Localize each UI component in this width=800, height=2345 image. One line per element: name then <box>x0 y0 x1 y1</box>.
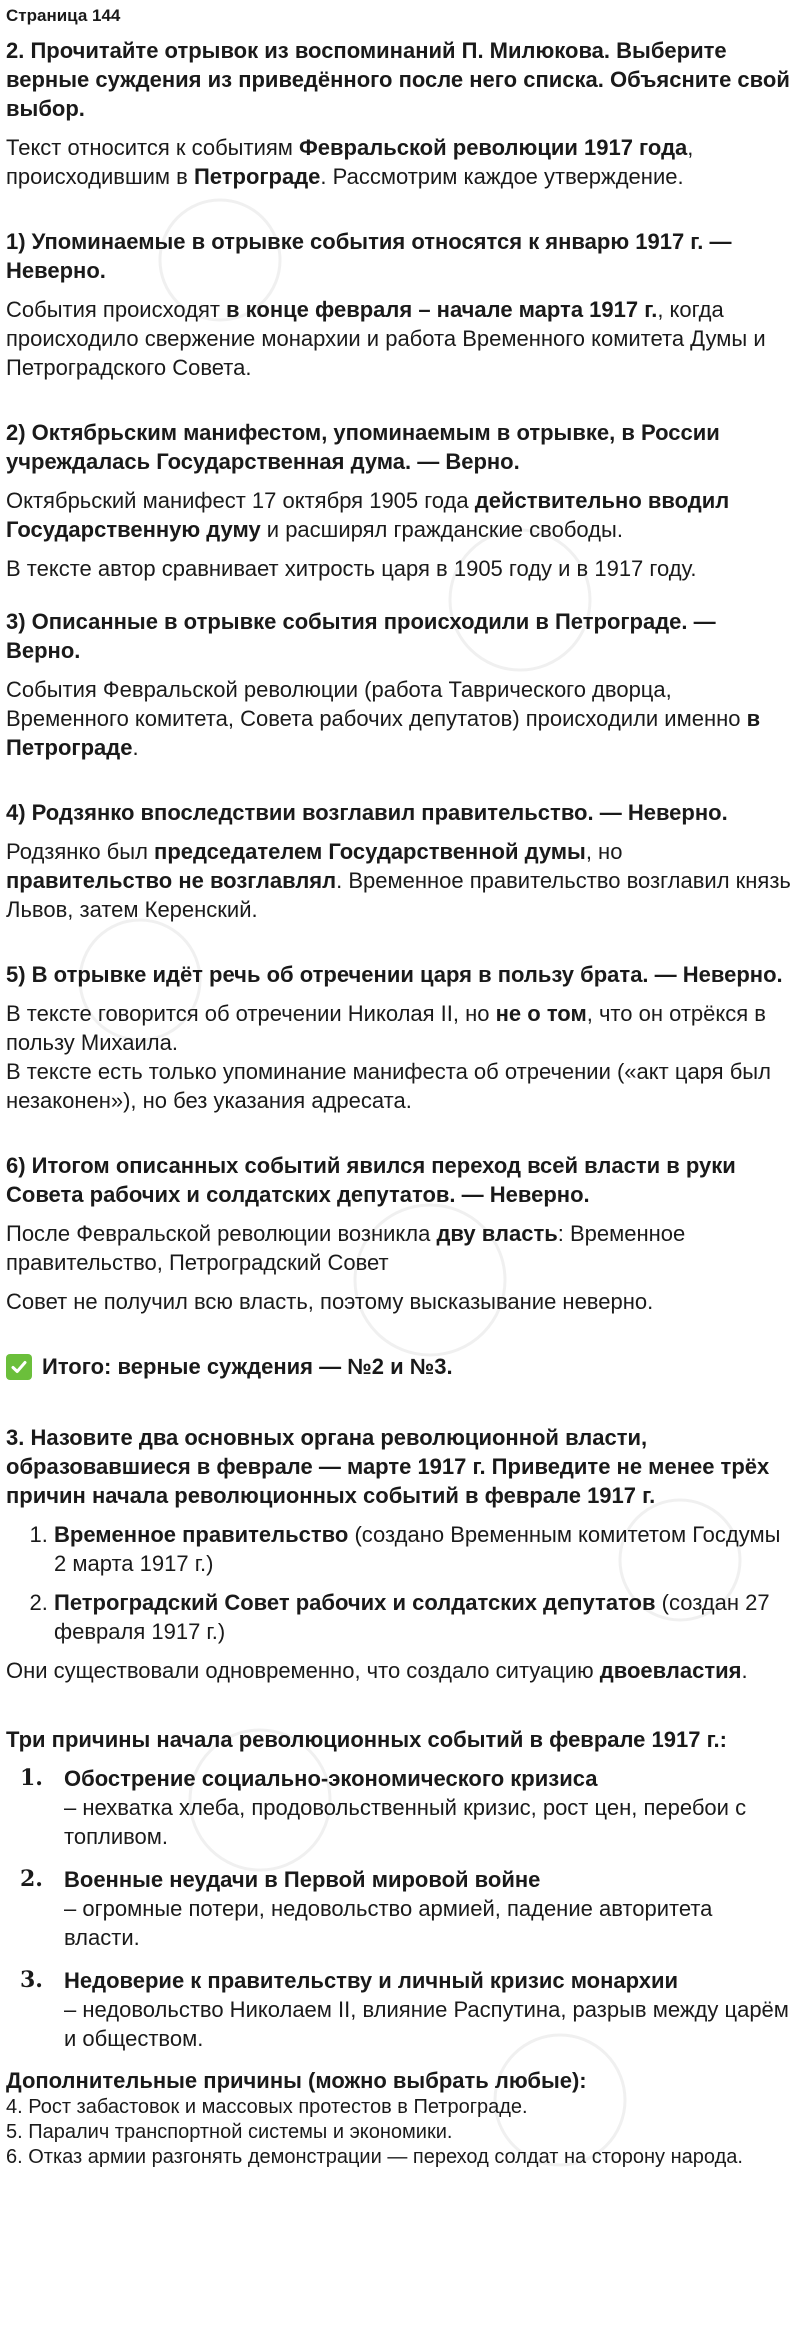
statement-6-explanation: После Февральской революции возникла дву власть: Временное правительство, Петроградский Совет <box>6 1221 686 1275</box>
statement-5-title: 5) В отрывке идёт речь об отречении царя в пользу брата. — Неверно. <box>6 962 783 987</box>
extra-cause: 6. Отказ армии разгонять демонстрации — переход солдат на сторону народа. <box>6 2146 743 2168</box>
extra-cause: 4. Рост забастовок и массовых протестов в Петрограде. <box>6 2096 528 2118</box>
statement-4-title: 4) Родзянко впоследствии возглавил правительство. — Неверно. <box>6 800 728 825</box>
causes-list <box>6 1764 794 2053</box>
statement-2-note: В тексте автор сравнивает хитрость царя в 1905 году и в 1917 году. <box>6 556 697 581</box>
statement-5-explanation: В тексте говорится об отречении Николая II, но не о том, что он отрёкся в пользу Михаила. <box>6 1001 766 1055</box>
organs-list <box>6 1520 794 1646</box>
statement-2-explanation: Октябрьский манифест 17 октября 1905 года действительно вводил Государственную думу и расширял гражданские свободы. <box>6 488 730 542</box>
result-text: Итого: верные суждения — №2 и №3. <box>42 1354 453 1379</box>
list-item: 3. Недоверие к правительству и личный кризис монархии – недовольство Николаем II, влияние Распутина, разрыв между царём и обществом. <box>20 1967 789 2051</box>
page-title: Страница 144 <box>6 6 121 25</box>
statement-2-title: 2) Октябрьским манифестом, упоминаемым в отрывке, в России учреждалась Государственная дума. — Верно. <box>6 420 720 474</box>
extra-cause: 5. Паралич транспортной системы и экономики. <box>6 2121 453 2143</box>
statement-5-note: В тексте есть только упоминание манифеста об отречении («акт царя был незаконен»), но без указания адресата. <box>6 1059 771 1113</box>
statement-6-title: 6) Итогом описанных событий явился переход всей власти в руки Совета рабочих и солдатских депутатов. — Неверно. <box>6 1153 736 1207</box>
list-item: 1. Временное правительство (создано Временным комитетом Госдумы 2 марта 1917 г.) <box>54 1520 794 1578</box>
task-3-dual-power: Они существовали одновременно, что создало ситуацию двоевластия. <box>6 1658 748 1683</box>
list-item: 1. Обострение социально-экономического кризиса – нехватка хлеба, продовольственный кризис, рост цен, перебои с топливом. <box>20 1765 747 1849</box>
task-2-intro: Текст относится к событиям Февральской революции 1917 года, происходившим в Петрограде. Рассмотрим каждое утверждение. <box>6 135 694 189</box>
statement-6-note: Совет не получил всю власть, поэтому высказывание неверно. <box>6 1289 654 1314</box>
list-item: 2. Военные неудачи в Первой мировой войне – огромные потери, недовольство армией, падение авторитета власти. <box>20 1866 713 1950</box>
statement-1-explanation: События происходят в конце февраля – начале марта 1917 г., когда происходило свержение монархии и работа Временного комитета Думы и Петроградского Совета. <box>6 297 766 380</box>
statement-3-explanation: События Февральской революции (работа Таврического дворца, Временного комитета, Совета рабочих депутатов) происходили именно в Петрограде. <box>6 677 761 760</box>
extra-causes-title: Дополнительные причины (можно выбрать любые): <box>6 2068 587 2093</box>
statement-4-explanation: Родзянко был председателем Государственной думы, но правительство не возглавлял. Временное правительство возглавил князь Львов, затем Керенский. <box>6 839 791 922</box>
task-2-title: 2. Прочитайте отрывок из воспоминаний П. Милюкова. Выберите верные суждения из приведённого после него списка. Объясните свой выбор. <box>6 38 790 121</box>
check-mark-icon <box>6 1354 32 1380</box>
statement-1-title: 1) Упоминаемые в отрывке события относятся к январю 1917 г. — Неверно. <box>6 229 732 283</box>
causes-title: Три причины начала революционных событий в феврале 1917 г.: <box>6 1727 727 1752</box>
list-item: 2. Петроградский Совет рабочих и солдатских депутатов (создан 27 февраля 1917 г.) <box>54 1588 794 1646</box>
result-line <box>6 1352 794 1381</box>
statement-3-title: 3) Описанные в отрывке события происходили в Петрограде. — Верно. <box>6 609 716 663</box>
task-3-title: 3. Назовите два основных органа революционной власти, образовавшиеся в феврале — марте 1917 г. Приведите не менее трёх причин начала революционных событий в феврале 1917 г. <box>6 1425 770 1508</box>
